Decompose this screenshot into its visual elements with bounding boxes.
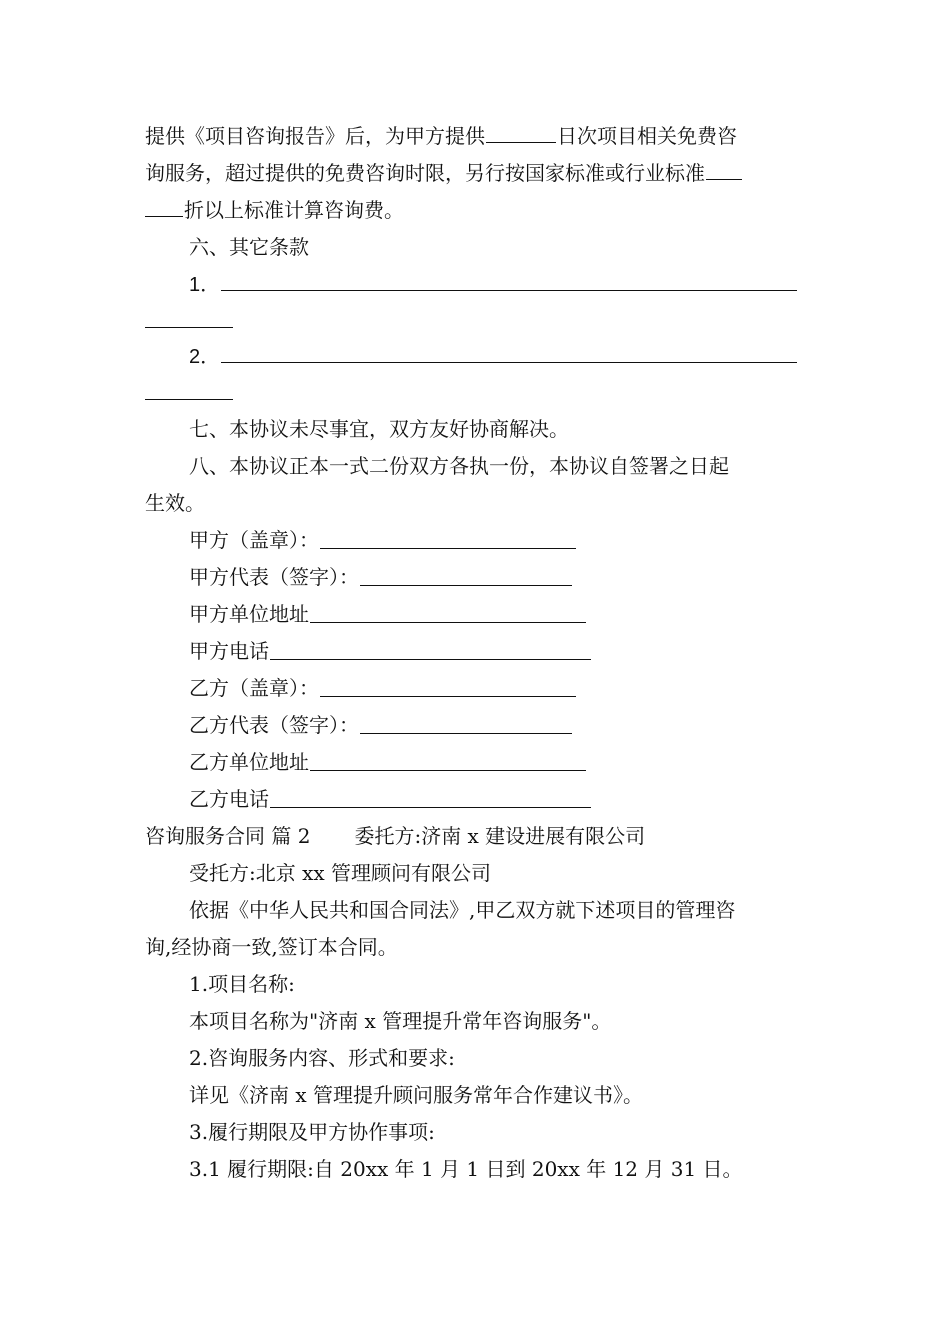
- text: 询服务，超过提供的免费咨询时限，另行按国家标准或行业标准: [145, 161, 705, 185]
- text: 八、本协议正本一式二份双方各执一份，本协议自签署之日起: [189, 454, 729, 478]
- signature-label: 乙方代表（签字）：: [189, 713, 359, 737]
- text: 七、本协议未尽事宜，双方友好协商解决。: [189, 417, 569, 441]
- consultant-line: [145, 855, 810, 892]
- signature-blank: [310, 600, 586, 623]
- signature-blank: [360, 711, 572, 734]
- basis-continuation: [145, 929, 810, 966]
- section-7: [145, 411, 810, 448]
- heading-text: 六、其它条款: [189, 235, 309, 259]
- signature-line: [145, 707, 810, 744]
- text: 详见《济南 x 管理提升顾问服务常年合作建议书》。: [189, 1083, 643, 1107]
- signature-line: [145, 522, 810, 559]
- signature-line: [145, 596, 810, 633]
- fill-in-blank: [221, 340, 797, 363]
- text: 询,经协商一致,签订本合同。: [145, 935, 398, 959]
- signature-line: [145, 633, 810, 670]
- signature-line: [145, 781, 810, 818]
- signature-label: 甲方电话: [189, 639, 269, 663]
- document-body: [145, 118, 810, 1188]
- text: 3.履行期限及甲方协作事项:: [189, 1120, 435, 1144]
- signature-line: [145, 559, 810, 596]
- basis-line: [145, 892, 810, 929]
- list-item: [145, 266, 810, 303]
- consultant-party: 受托方:北京 xx 管理顾问有限公司: [189, 861, 492, 885]
- item-number: 1．: [189, 274, 221, 296]
- list-item: [145, 338, 810, 375]
- fill-in-blank: [145, 305, 233, 328]
- signature-label: 乙方电话: [189, 787, 269, 811]
- clause-body: [145, 1003, 810, 1040]
- signature-line: [145, 744, 810, 781]
- text: 3.1 履行期限:自 20xx 年 1 月 1 日到 20xx 年 12 月 31 日。: [189, 1157, 743, 1181]
- list-item-continuation: [145, 375, 810, 411]
- section-8-continuation: [145, 485, 810, 522]
- text: 依据《中华人民共和国合同法》,甲乙双方就下述项目的管理咨: [189, 898, 736, 922]
- fill-in-blank: [221, 268, 797, 291]
- list-item-continuation: [145, 303, 810, 338]
- paragraph-line: [145, 118, 810, 155]
- clause-heading: [145, 1114, 810, 1151]
- signature-label: 甲方（盖章）：: [189, 528, 319, 552]
- text: 折以上标准计算咨询费。: [184, 198, 404, 222]
- fill-in-blank: [486, 120, 556, 143]
- clause-body: [145, 1151, 810, 1188]
- text: 日次项目相关免费咨: [557, 124, 737, 148]
- text: 本项目名称为"济南 x 管理提升常年咨询服务"。: [189, 1009, 612, 1033]
- signature-blank: [270, 637, 591, 660]
- contract-title-line: [145, 818, 810, 855]
- text: 2.咨询服务内容、形式和要求:: [189, 1046, 455, 1070]
- fill-in-blank: [145, 194, 183, 217]
- clause-heading: [145, 966, 810, 1003]
- clause-heading: [145, 1040, 810, 1077]
- item-number: 2．: [189, 346, 221, 368]
- text: 提供《项目咨询报告》后，为甲方提供: [145, 124, 485, 148]
- text: 1.项目名称:: [189, 972, 295, 996]
- fill-in-blank: [145, 377, 233, 400]
- paragraph-line: [145, 155, 810, 192]
- section-8: [145, 448, 810, 485]
- signature-blank: [270, 785, 591, 808]
- signature-label: 甲方单位地址: [189, 602, 309, 626]
- signature-label: 乙方（盖章）：: [189, 676, 319, 700]
- section-heading: [145, 229, 810, 266]
- signature-blank: [320, 526, 576, 549]
- signature-label: 甲方代表（签字）：: [189, 565, 359, 589]
- client-party: 委托方:济南 x 建设进展有限公司: [354, 824, 646, 848]
- signature-label: 乙方单位地址: [189, 750, 309, 774]
- clause-body: [145, 1077, 810, 1114]
- contract-title: 咨询服务合同 篇 2: [145, 824, 311, 848]
- fill-in-blank: [706, 157, 742, 180]
- signature-blank: [310, 748, 586, 771]
- signature-blank: [320, 674, 576, 697]
- signature-line: [145, 670, 810, 707]
- text: 生效。: [145, 491, 205, 515]
- paragraph-line: [145, 192, 810, 229]
- signature-blank: [360, 563, 572, 586]
